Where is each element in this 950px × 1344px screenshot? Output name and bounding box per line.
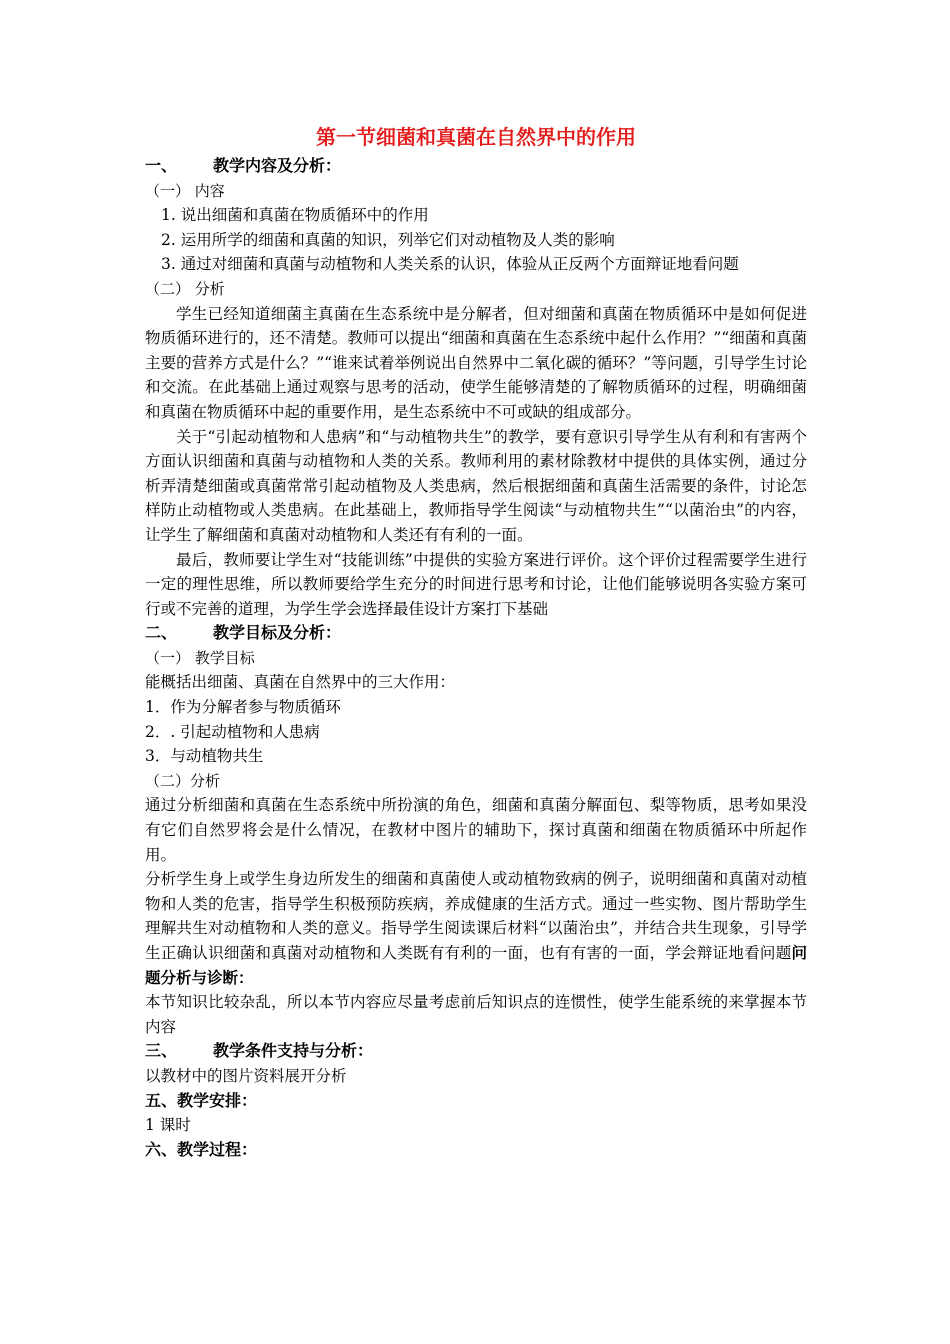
document-page (145, 120, 807, 1162)
goals-analysis-paragraph-2 (145, 867, 807, 990)
section-3-heading (145, 1039, 807, 1064)
section-6-heading: 六、教学过程： (145, 1139, 258, 1159)
content-item-3: 3. 通过对细菌和真菌与动植物和人类关系的认识，体验从正反两个方面辩证地看问题 (161, 255, 739, 274)
goal-item-1: 1．作为分解者参与物质循环 (145, 698, 341, 717)
goals-analysis-paragraph-1: 通过分析细菌和真菌在生态系统中所扮演的角色，细菌和真菌分解面包、梨等物质，思考如果没有它们自然罗将会是什么情况，在教材中图片的辅助下，探讨真菌和细菌在物质循环中所起作用。 (145, 796, 807, 864)
content-item-1: 1. 说出细菌和真菌在物质循环中的作用 (161, 206, 429, 225)
section-1-title: 教学内容及分析： (213, 156, 342, 175)
section-5-text: 1 课时 (145, 1116, 191, 1135)
section-5-heading: 五、教学安排： (145, 1090, 258, 1110)
section-1-sub-analysis: （二） 分析 (145, 279, 225, 298)
analysis-paragraph-3: 最后，教师要让学生对“技能训练”中提供的实验方案进行评价。这个评价过程需要学生进行一定的理性思维，所以教师要给学生充分的时间进行思考和讨论，让他们能够说明各实验方案可行或不完善的道理，为学生学会选择最佳设计方案打下基础 (145, 550, 807, 618)
goals-intro: 能概括出细菌、真菌在自然界中的三大作用： (145, 673, 456, 692)
problem-analysis-label: 问题分析与诊断： (145, 943, 807, 987)
section-2-sub-analysis: （二）分析 (145, 771, 221, 790)
section-2-number: 二、 (145, 623, 178, 643)
section-1-heading (145, 154, 807, 179)
section-2-sub-goals: （一） 教学目标 (145, 648, 255, 667)
problem-analysis-paragraph: 本节知识比较杂乱，所以本节内容应尽量考虑前后知识点的连惯性，使学生能系统的来掌握本节内容 (145, 993, 807, 1036)
section-1-sub-content: （一） 内容 (145, 181, 225, 200)
document-title: 第一节细菌和真菌在自然界中的作用 (316, 125, 636, 149)
section-3-number: 三、 (145, 1041, 178, 1061)
section-2-title: 教学目标及分析： (213, 623, 342, 643)
content-item-2: 2. 运用所学的细菌和真菌的知识，列举它们对动植物及人类的影响 (161, 230, 615, 249)
section-3-text: 以教材中的图片资料展开分析 (145, 1066, 347, 1085)
goal-item-2: 2．. 引起动植物和人患病 (145, 722, 320, 741)
analysis-paragraph-2: 关于“引起动植物和人患病”和“与动植物共生”的教学，要有意识引导学生从有利和有害两个方面认识细菌和真菌与动植物和人类的关系。教师利用的素材除教材中提供的具体实例，通过分析弄清楚细菌或真菌常常引起动植物及人类患病，然后根据细菌和真菌生活需要的条件，讨论怎样防止动植物或人类患病。在此基础上，教师指导学生阅读“与动植物共生”“以菌治虫”的内容，让学生了解细菌和真菌对动植物和人类还有有利的一面。 (145, 427, 807, 544)
section-1-number: 一、 (145, 156, 178, 175)
analysis-paragraph-1: 学生已经知道细菌主真菌在生态系统中是分解者，但对细菌和真菌在物质循环中是如何促进物质循环进行的，还不清楚。教师可以提出“细菌和真菌在生态系统中起什么作用？”“细菌和真菌主要的营养方式是什么？”“谁来试着举例说出自然界中二氧化碳的循环？”等问题，引导学生讨论和交流。在此基础上通过观察与思考的活动，使学生能够清楚的了解物质循环的过程，明确细菌和真菌在物质循环中起的重要作用，是生态系统中不可或缺的组成部分。 (145, 304, 807, 421)
goal-item-3: 3．与动植物共生 (145, 747, 264, 766)
section-2-heading (145, 621, 807, 646)
section-3-title: 教学条件支持与分析： (213, 1041, 374, 1061)
goals-analysis-paragraph-2-text: 分析学生身上或学生身边所发生的细菌和真菌使人或动植物致病的例子，说明细菌和真菌对动植物和人类的危害，指导学生积极预防疾病，养成健康的生活方式。通过一些实物、图片帮助学生理解共生对动植物和人类的意义。指导学生阅读课后材料“以菌治虫”，并结合共生现象，引导学生正确认识细菌和真菌对动植物和人类既有有利的一面，也有有害的一面，学会辩证地看问题 (145, 870, 807, 962)
